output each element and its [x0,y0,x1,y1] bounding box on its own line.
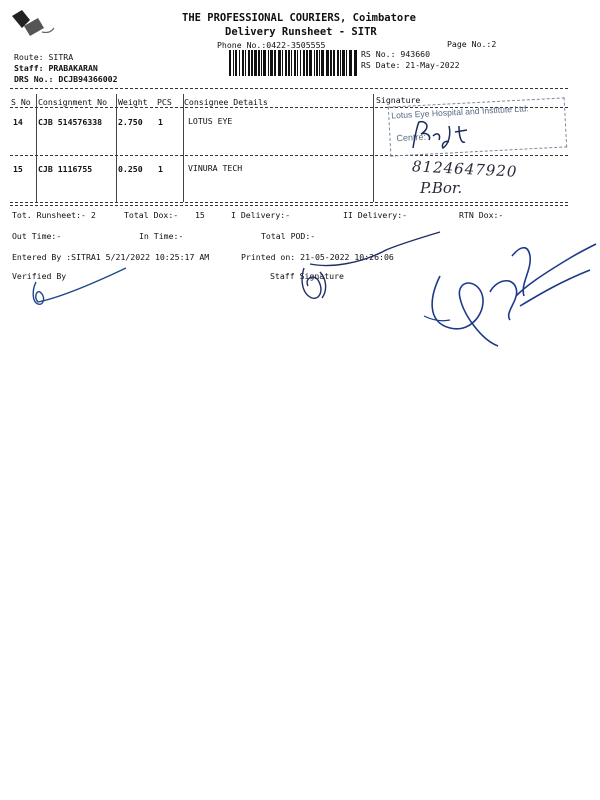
barcode-bar [342,50,345,76]
barcode-bar [261,50,262,76]
barcode-bar [285,50,287,76]
barcode-bar [300,50,301,76]
barcode-bar [349,50,352,76]
in-time: In Time:- [139,231,184,241]
barcode-bar [321,50,324,76]
drs-number: DRS No.: DCJB94366002 [14,74,118,84]
barcode-bar [297,50,298,76]
handwritten-name: P.Bor. [420,179,463,197]
row-consignee: VINURA TECH [188,163,243,173]
barcode-bar [316,50,318,76]
tot-runsheet: Tot. Runsheet:- 2 [12,210,96,220]
row-sno: 15 [13,164,23,174]
staff-label: Staff: PRABAKARAN [14,63,98,73]
barcode-bar [294,50,296,76]
col-header-signature: Signature [376,95,421,105]
barcode-bar [291,50,292,76]
row-consignee: LOTUS EYE [188,116,233,126]
col-divider [116,94,117,202]
route-label: Route: SITRA [14,52,74,62]
col-header-consignment: Consignment No [38,97,108,107]
printed-on: Printed on: 21-05-2022 10:26:06 [241,252,394,262]
barcode-bar [229,50,231,76]
row-weight: 2.750 [118,117,143,127]
barcode-bar [326,50,329,76]
entered-by: Entered By :SITRA1 5/21/2022 10:25:17 AM [12,252,210,262]
barcode-bar [337,50,339,76]
stamp-line2: Centre: [396,131,427,144]
barcode-bar [330,50,332,76]
rtn-dox: RTN Dox:- [459,210,504,220]
table-top-rule [10,88,568,89]
barcode-bar [303,50,305,76]
table-bottom-rule [10,202,568,203]
runsheet-title: Delivery Runsheet - SITR [225,26,377,38]
page-number: Page No.:2 [447,39,497,49]
total-pod: Total POD:- [261,231,316,241]
row-consignment: CJB 1116755 [38,164,93,174]
stamp-line1: Lotus Eye Hospital and Institute Ltd. [391,103,529,121]
company-logo [8,6,60,42]
barcode-bar [263,50,266,76]
barcode-bar [314,50,315,76]
hospital-stamp [388,97,567,156]
barcode-bar [258,50,260,76]
staff-signature-label: Staff Signature [270,271,344,281]
barcode-bar [282,50,283,76]
i-delivery: I Delivery:- [231,210,291,220]
barcode-bar [251,50,253,76]
barcode-bar [274,50,276,76]
ii-delivery: II Delivery:- [343,210,408,220]
col-header-pcs: PCS [157,97,172,107]
col-divider [36,94,37,202]
out-time: Out Time:- [12,231,62,241]
barcode-bar [239,50,240,76]
verifier-signature [28,262,138,312]
barcode-bar [319,50,320,76]
row-sno: 14 [13,117,23,127]
barcode-bar [248,50,250,76]
barcode-bar [354,50,357,76]
barcode [229,50,361,76]
barcode-bar [333,50,335,76]
barcode-bar [242,50,244,76]
barcode-bar [309,50,312,76]
row-pcs: 1 [158,164,163,174]
barcode-bar [268,50,269,76]
barcode-bar [306,50,308,76]
delivery-signature [420,236,600,356]
col-header-consignee: Consignee Details [184,97,268,107]
verified-by-label: Verified By [12,271,67,281]
barcode-bar [245,50,246,76]
col-header-sno: S No [11,97,31,107]
row-consignment: CJB 514576338 [38,117,103,127]
row-pcs: 1 [158,117,163,127]
col-divider [373,94,374,202]
barcode-bar [235,50,237,76]
rs-date: RS Date: 21-May-2022 [361,60,460,70]
row-divider [10,155,568,156]
barcode-bar [270,50,273,76]
barcode-bar [346,50,347,76]
handwritten-phone: 8124647920 [411,157,518,181]
barcode-bar [288,50,290,76]
table-bottom-rule-2 [10,205,568,206]
company-title: THE PROFESSIONAL COURIERS, Coimbatore [182,12,416,24]
total-dox-value: 15 [195,210,205,220]
rs-number: RS No.: 943660 [361,49,431,59]
row-weight: 0.250 [118,164,143,174]
barcode-bar [340,50,341,76]
barcode-bar [254,50,257,76]
barcode-bar [233,50,234,76]
col-divider [183,94,184,202]
total-dox-label: Total Dox:- [124,210,179,220]
phone-number: Phone No.:0422-3505555 [217,40,326,50]
col-header-weight: Weight [118,97,148,107]
barcode-bar [278,50,281,76]
